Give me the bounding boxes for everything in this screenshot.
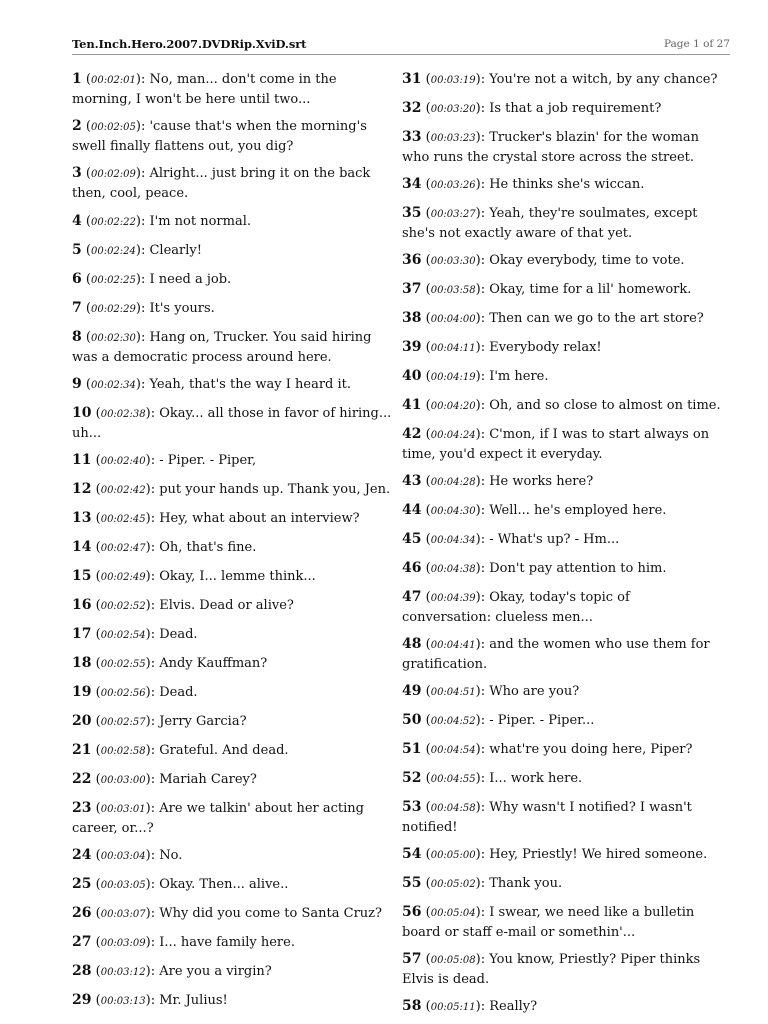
entry-text: Jerry Garcia? [159,714,247,729]
subtitle-entry: 4 (00:02:22): I'm not normal. [72,213,251,229]
subtitle-entry: 31 (00:03:19): You're not a witch, by any chance? [402,71,718,87]
entry-number: 17 [72,626,92,642]
subtitle-entry: 38 (00:04:00): Then can we go to the art store? [402,310,704,326]
entry-text: It's yours. [149,301,215,316]
entry-text: Clearly! [149,243,202,258]
subtitle-entry: 12 (00:02:42): put your hands up. Thank you, Jen. [72,481,391,497]
entry-number: 51 [402,741,422,757]
subtitle-entry: 25 (00:03:05): Okay. Then... alive.. [72,876,289,892]
entry-timestamp: 00:02:45 [100,514,146,525]
subtitle-entry: 54 (00:05:00): Hey, Priestly! We hired someone. [402,846,708,862]
entry-timestamp: 00:04:20 [430,401,476,412]
entry-text: Is that a job requirement? [489,101,662,116]
entry-number: 14 [72,539,92,555]
subtitle-entry: 36 (00:03:30): Okay everybody, time to vote. [402,252,685,268]
subtitle-entry: 1 (00:02:01): No, man... don't come in the morning, I won't be here until two... [72,71,337,107]
entry-number: 54 [402,846,422,862]
entry-number: 23 [72,800,92,816]
entry-timestamp: 00:02:47 [100,543,146,554]
entry-number: 18 [72,655,92,671]
entry-timestamp: 00:03:13 [100,996,146,1007]
entry-timestamp: 00:02:57 [100,717,146,728]
subtitle-entry: 8 (00:02:30): Hang on, Trucker. You said hiring was a democratic process around here. [72,329,372,365]
entry-text: I swear, we need like a bulletin board or staff e-mail or somethin'... [402,905,695,940]
entry-timestamp: 00:05:00 [430,850,476,861]
entry-timestamp: 00:02:05 [90,122,136,133]
entry-number: 16 [72,597,92,613]
entry-timestamp: 00:03:07 [100,909,146,920]
subtitle-entry: 43 (00:04:28): He works here? [402,473,594,489]
entry-number: 24 [72,847,92,863]
entry-timestamp: 00:04:11 [430,343,476,354]
page-number: Page 1 of 27 [663,38,730,50]
entry-text: I need a job. [149,272,232,287]
entry-text: Thank you. [489,876,563,891]
subtitle-entry: 39 (00:04:11): Everybody relax! [402,339,602,355]
entry-text: I... work here. [489,771,583,786]
entry-timestamp: 00:05:04 [430,908,476,919]
entry-timestamp: 00:02:22 [90,217,136,228]
entry-number: 58 [402,998,422,1014]
entry-timestamp: 00:04:51 [430,687,476,698]
entry-number: 47 [402,589,422,605]
subtitle-entry: 40 (00:04:19): I'm here. [402,368,549,384]
entry-timestamp: 00:03:09 [100,938,146,949]
entry-timestamp: 00:02:56 [100,688,146,699]
entry-timestamp: 00:05:11 [430,1002,476,1013]
subtitle-entry: 48 (00:04:41): and the women who use them for gratification. [402,636,710,672]
entry-timestamp: 00:04:39 [430,593,476,604]
entry-number: 35 [402,205,422,221]
entry-number: 42 [402,426,422,442]
subtitle-entry: 14 (00:02:47): Oh, that's fine. [72,539,257,555]
entry-text: Why wasn't I notified? I wasn't notified! [402,800,692,835]
subtitle-entry: 49 (00:04:51): Who are you? [402,683,580,699]
entry-number: 5 [72,242,82,258]
entry-text: Grateful. And dead. [159,743,289,758]
entry-timestamp: 00:03:27 [430,209,476,220]
entry-number: 39 [402,339,422,355]
entry-timestamp: 00:04:30 [430,506,476,517]
subtitle-entry: 33 (00:03:23): Trucker's blazin' for the woman who runs the crystal store across the street. [402,129,700,165]
entry-timestamp: 00:04:58 [430,803,476,814]
entry-text: Andy Kauffman? [159,656,268,671]
entry-text: - What's up? - Hm... [489,532,620,547]
entry-text: put your hands up. Thank you, Jen. [159,482,391,497]
subtitle-entry: 10 (00:02:38): Okay... all those in favor of hiring... uh... [72,405,392,441]
entry-number: 50 [402,712,422,728]
entry-number: 7 [72,300,82,316]
entry-text: Okay, time for a lil' homework. [489,282,692,297]
entry-timestamp: 00:02:55 [100,659,146,670]
subtitle-entry: 52 (00:04:55): I... work here. [402,770,583,786]
entry-text: Oh, and so close to almost on time. [489,398,721,413]
entry-timestamp: 00:02:52 [100,601,146,612]
entry-timestamp: 00:04:34 [430,535,476,546]
entry-number: 33 [402,129,422,145]
entry-text: 'cause that's when the morning's swell finally flattens out, you dig? [72,119,367,154]
entry-text: Everybody relax! [489,340,602,355]
entry-text: No, man... don't come in the morning, I won't be here until two... [72,72,337,107]
entry-timestamp: 00:04:19 [430,372,476,383]
subtitle-entry: 16 (00:02:52): Elvis. Dead or alive? [72,597,294,613]
entry-timestamp: 00:04:24 [430,430,476,441]
entry-number: 3 [72,165,82,181]
entry-timestamp: 00:05:08 [430,955,476,966]
entry-number: 11 [72,452,92,468]
entry-timestamp: 00:02:38 [100,409,146,420]
page-header [72,36,730,55]
subtitle-entry: 5 (00:02:24): Clearly! [72,242,202,258]
entry-timestamp: 00:02:24 [90,246,136,257]
entry-timestamp: 00:03:00 [100,775,146,786]
entry-text: I'm not normal. [149,214,251,229]
document-title: Ten.Inch.Hero.2007.DVDRip.XviD.srt [72,37,307,51]
subtitle-entry: 44 (00:04:30): Well... he's employed here. [402,502,667,518]
entry-number: 40 [402,368,422,384]
entry-timestamp: 00:03:58 [430,285,476,296]
entry-text: Okay. Then... alive.. [159,877,289,892]
entry-number: 10 [72,405,92,421]
entry-number: 26 [72,905,92,921]
entry-number: 13 [72,510,92,526]
subtitle-entry: 46 (00:04:38): Don't pay attention to him. [402,560,667,576]
entry-timestamp: 00:02:25 [90,275,136,286]
subtitle-entry: 28 (00:03:12): Are you a virgin? [72,963,272,979]
entry-text: Okay, today's topic of conversation: clueless men... [402,590,630,625]
entry-text: Okay... all those in favor of hiring... uh... [72,406,392,441]
subtitle-entry: 57 (00:05:08): You know, Priestly? Piper thinks Elvis is dead. [402,951,701,987]
entry-number: 28 [72,963,92,979]
entry-text: Are we talkin' about her acting career, or...? [72,801,364,836]
entry-text: Really? [489,999,538,1014]
entry-text: You know, Priestly? Piper thinks Elvis is dead. [402,952,701,987]
entry-text: No. [159,848,183,863]
entry-number: 31 [402,71,422,87]
subtitle-entry: 26 (00:03:07): Why did you come to Santa Cruz? [72,905,382,921]
entry-text: Mr. Julius! [159,993,228,1008]
entry-timestamp: 00:02:58 [100,746,146,757]
subtitle-entry: 37 (00:03:58): Okay, time for a lil' homework. [402,281,692,297]
entry-number: 45 [402,531,422,547]
entry-number: 27 [72,934,92,950]
entry-text: Yeah, that's the way I heard it. [149,377,352,392]
entry-number: 41 [402,397,422,413]
entry-text: Okay, I... lemme think... [159,569,316,584]
entry-timestamp: 00:04:38 [430,564,476,575]
entry-text: - Piper. - Piper... [489,713,595,728]
entry-text: Hey, Priestly! We hired someone. [489,847,708,862]
entry-timestamp: 00:03:05 [100,880,146,891]
subtitle-entry: 11 (00:02:40): - Piper. - Piper, [72,452,257,468]
entry-timestamp: 00:05:02 [430,879,476,890]
subtitle-entry: 22 (00:03:00): Mariah Carey? [72,771,257,787]
subtitle-entry: 29 (00:03:13): Mr. Julius! [72,992,228,1008]
entry-text: and the women who use them for gratification. [402,637,710,672]
entry-text: Well... he's employed here. [489,503,667,518]
entry-text: He thinks she's wiccan. [489,177,645,192]
entry-number: 37 [402,281,422,297]
entry-text: Elvis. Dead or alive? [159,598,294,613]
entry-text: Why did you come to Santa Cruz? [159,906,382,921]
subtitle-entry: 2 (00:02:05): 'cause that's when the morning's swell finally flattens out, you dig? [72,118,367,154]
entry-timestamp: 00:04:55 [430,774,476,785]
entry-timestamp: 00:04:41 [430,640,476,651]
subtitle-entry: 41 (00:04:20): Oh, and so close to almost on time. [402,397,721,413]
subtitle-entry: 17 (00:02:54): Dead. [72,626,198,642]
entry-timestamp: 00:04:28 [430,477,476,488]
subtitle-entry: 27 (00:03:09): I... have family here. [72,934,295,950]
entry-timestamp: 00:04:54 [430,745,476,756]
entry-text: Mariah Carey? [159,772,257,787]
entry-timestamp: 00:03:19 [430,75,476,86]
subtitle-entry: 7 (00:02:29): It's yours. [72,300,215,316]
entry-text: I... have family here. [159,935,295,950]
entry-text: - Piper. - Piper, [159,453,257,468]
entry-timestamp: 00:04:00 [430,314,476,325]
entry-number: 2 [72,118,82,134]
subtitle-entry: 23 (00:03:01): Are we talkin' about her acting career, or...? [72,800,364,836]
subtitle-entry: 9 (00:02:34): Yeah, that's the way I heard it. [72,376,352,392]
subtitle-entry: 20 (00:02:57): Jerry Garcia? [72,713,247,729]
entry-timestamp: 00:03:20 [430,104,476,115]
entry-number: 8 [72,329,82,345]
entry-timestamp: 00:02:54 [100,630,146,641]
subtitle-entry: 18 (00:02:55): Andy Kauffman? [72,655,268,671]
entry-number: 19 [72,684,92,700]
subtitle-entry: 42 (00:04:24): C'mon, if I was to start always on time, you'd expect it everyday. [402,426,710,462]
entry-number: 1 [72,71,82,87]
entry-text: Oh, that's fine. [159,540,257,555]
subtitle-entry: 3 (00:02:09): Alright... just bring it on the back then, cool, peace. [72,165,371,201]
entry-number: 15 [72,568,92,584]
subtitle-entry: 6 (00:02:25): I need a job. [72,271,232,287]
entry-timestamp: 00:02:40 [100,456,146,467]
entry-number: 44 [402,502,422,518]
entry-text: Don't pay attention to him. [489,561,667,576]
subtitle-entry: 24 (00:03:04): No. [72,847,183,863]
entry-number: 43 [402,473,422,489]
subtitle-entry: 45 (00:04:34): - What's up? - Hm... [402,531,620,547]
entry-number: 48 [402,636,422,652]
entry-number: 9 [72,376,82,392]
entry-number: 20 [72,713,92,729]
entry-number: 6 [72,271,82,287]
entry-timestamp: 00:03:26 [430,180,476,191]
entry-text: what're you doing here, Piper? [489,742,693,757]
entry-number: 34 [402,176,422,192]
entry-text: Then can we go to the art store? [489,311,704,326]
subtitle-entry: 35 (00:03:27): Yeah, they're soulmates, except she's not exactly aware of that yet. [402,205,698,241]
entry-text: Are you a virgin? [159,964,272,979]
entry-number: 25 [72,876,92,892]
entry-timestamp: 00:03:12 [100,967,146,978]
entry-number: 53 [402,799,422,815]
entry-timestamp: 00:02:29 [90,304,136,315]
subtitle-entry: 15 (00:02:49): Okay, I... lemme think... [72,568,316,584]
entry-number: 38 [402,310,422,326]
entry-number: 4 [72,213,82,229]
entry-number: 32 [402,100,422,116]
entry-timestamp: 00:03:04 [100,851,146,862]
entry-number: 12 [72,481,92,497]
subtitle-entry: 32 (00:03:20): Is that a job requirement? [402,100,662,116]
subtitle-entry: 58 (00:05:11): Really? [402,998,538,1014]
entry-text: He works here? [489,474,594,489]
entry-timestamp: 00:02:01 [90,75,136,86]
subtitle-entry: 13 (00:02:45): Hey, what about an interview? [72,510,360,526]
entry-text: Hang on, Trucker. You said hiring was a democratic process around here. [72,330,372,365]
subtitle-entry: 50 (00:04:52): - Piper. - Piper... [402,712,595,728]
entry-number: 36 [402,252,422,268]
entry-number: 56 [402,904,422,920]
entry-text: You're not a witch, by any chance? [489,72,718,87]
entry-number: 55 [402,875,422,891]
subtitle-entry: 34 (00:03:26): He thinks she's wiccan. [402,176,645,192]
entry-number: 46 [402,560,422,576]
entry-number: 49 [402,683,422,699]
entry-text: Hey, what about an interview? [159,511,360,526]
subtitle-entry: 56 (00:05:04): I swear, we need like a bulletin board or staff e-mail or somethin'... [402,904,695,940]
entry-text: Alright... just bring it on the back then, cool, peace. [72,166,371,201]
entry-number: 21 [72,742,92,758]
entry-text: Dead. [159,685,198,700]
subtitle-entry: 51 (00:04:54): what're you doing here, Piper? [402,741,693,757]
entry-text: Okay everybody, time to vote. [489,253,685,268]
subtitle-entry: 19 (00:02:56): Dead. [72,684,198,700]
subtitle-entry: 21 (00:02:58): Grateful. And dead. [72,742,289,758]
entry-timestamp: 00:02:49 [100,572,146,583]
entry-timestamp: 00:03:30 [430,256,476,267]
entry-timestamp: 00:02:34 [90,380,136,391]
entry-text: Yeah, they're soulmates, except she's not exactly aware of that yet. [402,206,698,241]
entry-text: I'm here. [489,369,549,384]
entry-number: 52 [402,770,422,786]
entry-number: 29 [72,992,92,1008]
subtitle-entry: 55 (00:05:02): Thank you. [402,875,563,891]
subtitle-entry: 47 (00:04:39): Okay, today's topic of conversation: clueless men... [402,589,630,625]
entry-number: 22 [72,771,92,787]
entry-timestamp: 00:04:52 [430,716,476,727]
entry-timestamp: 00:02:42 [100,485,146,496]
entry-text: Trucker's blazin' for the woman who runs the crystal store across the street. [402,130,700,165]
entry-timestamp: 00:03:01 [100,804,146,815]
entry-text: Who are you? [489,684,580,699]
entry-text: C'mon, if I was to start always on time, you'd expect it everyday. [402,427,710,462]
entry-timestamp: 00:02:09 [90,169,136,180]
entry-timestamp: 00:03:23 [430,133,476,144]
subtitle-entry: 53 (00:04:58): Why wasn't I notified? I wasn't notified! [402,799,692,835]
entry-text: Dead. [159,627,198,642]
entry-timestamp: 00:02:30 [90,333,136,344]
entry-number: 57 [402,951,422,967]
